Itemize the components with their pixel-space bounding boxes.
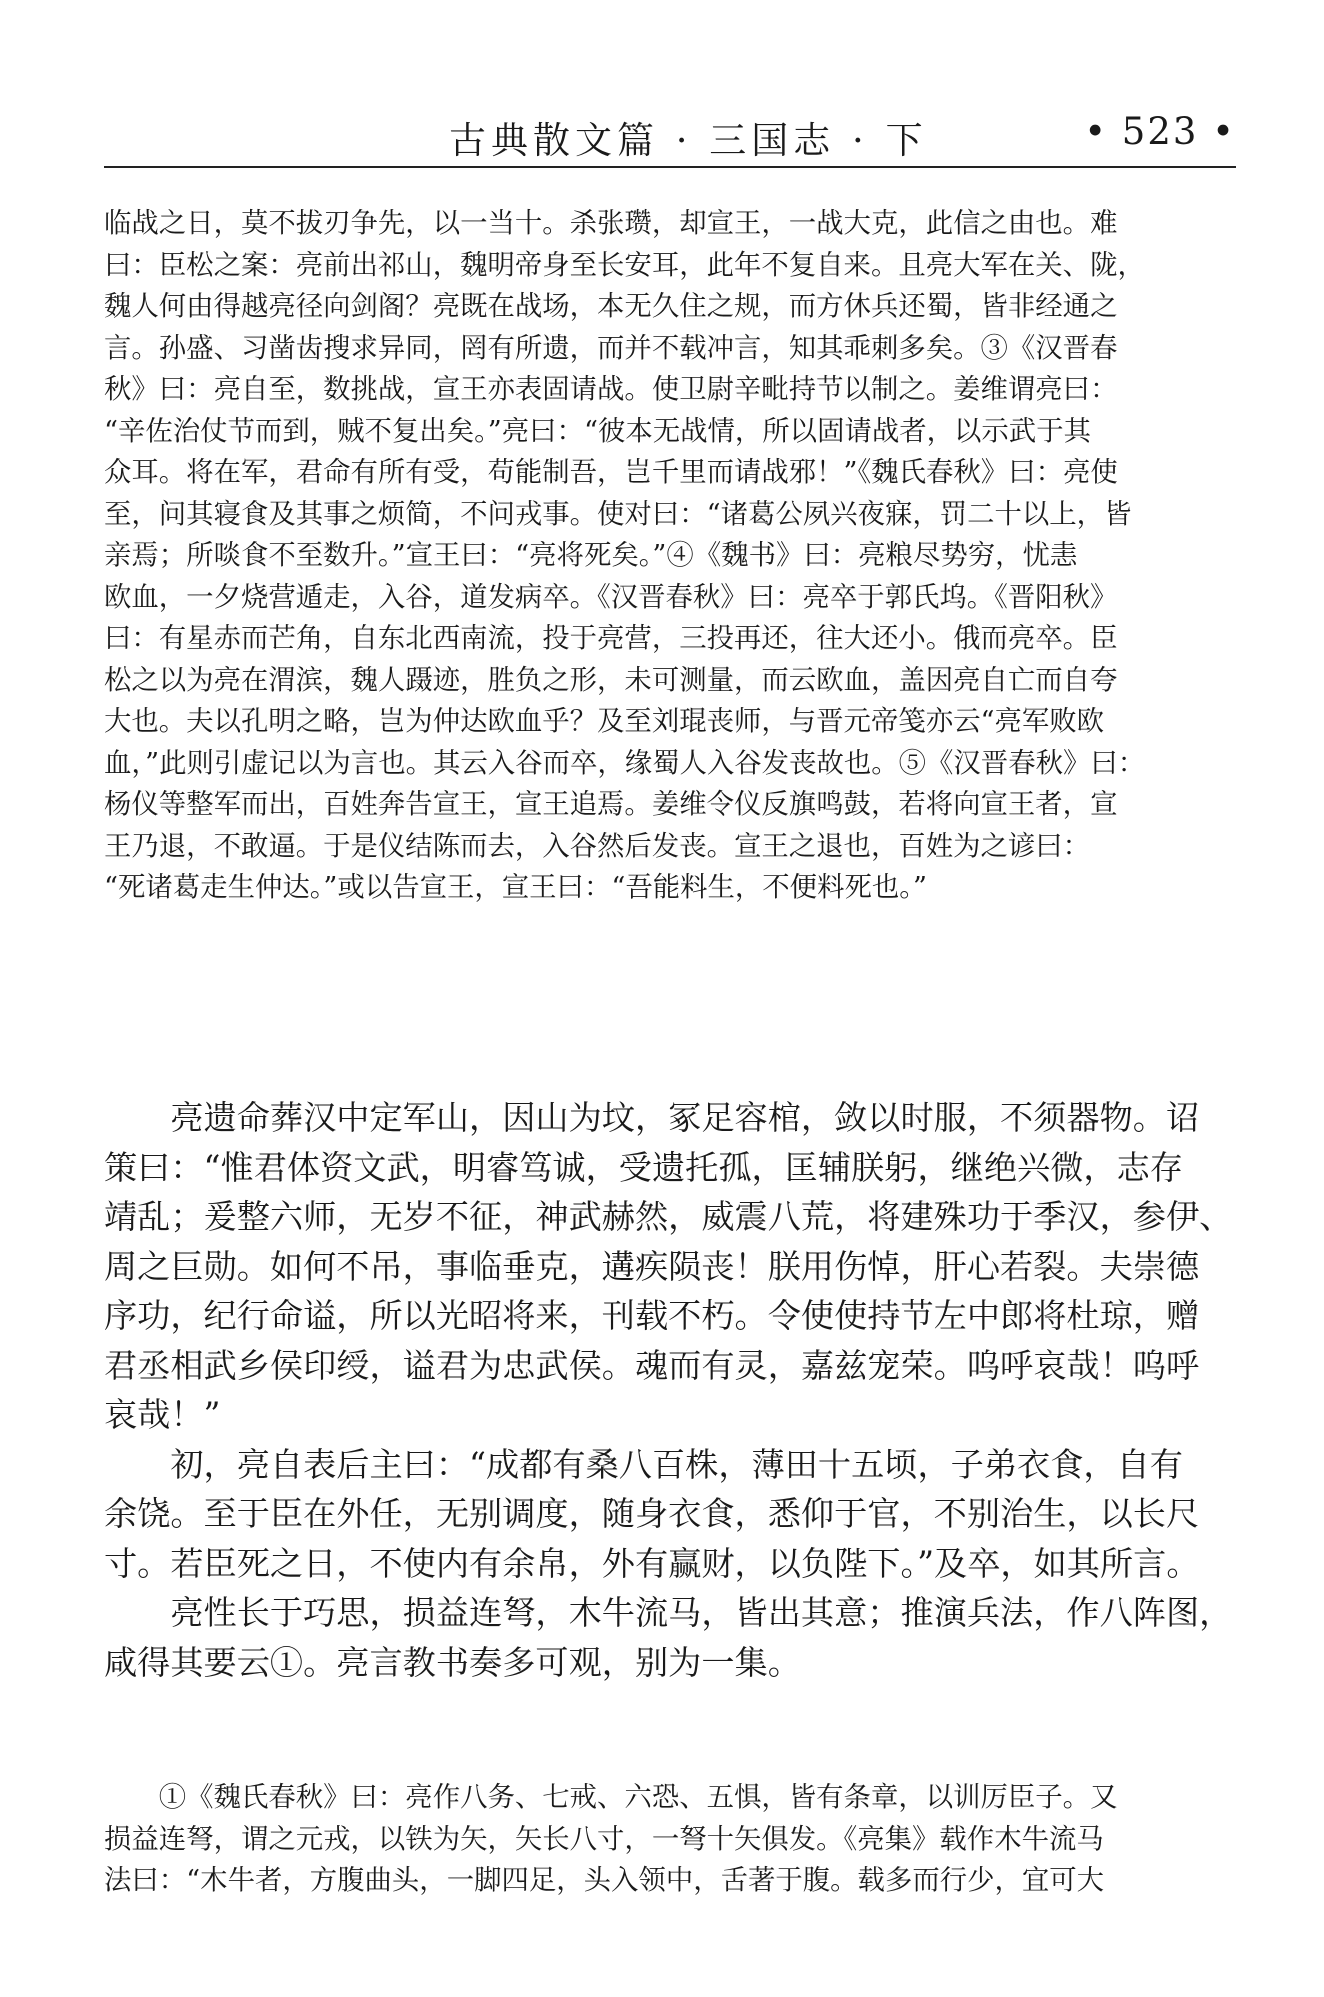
note-line: 血，”此则引虚记以为言也。其云入谷而卒，缘蜀人入谷发丧故也。⑤《汉晋春秋》曰：: [104, 747, 1146, 779]
note-line: 曰：有星赤而芒角，自东北西南流，投于亮营，三投再还，往大还小。俄而亮卒。臣: [104, 623, 1118, 654]
page-header: [104, 96, 1236, 174]
note-line: 至，问其寝食及其事之烦简，不问戎事。使对曰：“诸葛公夙兴夜寐，罚二十以上，皆: [104, 498, 1132, 530]
footnote-line: 法曰：“木牛者，方腹曲头，一脚四足，头入领中，舌著于腹。载多而行少，宜可大: [104, 1865, 1105, 1896]
note-line: 松之以为亮在渭滨，魏人蹑迹，胜负之形，未可测量，而云欧血，盖因亮自亡而自夸: [104, 664, 1118, 696]
main-line: 寸。若臣死之日，不使内有余帛，外有赢财，以负陛下。”及卒，如其所言。: [104, 1543, 1200, 1583]
main-line: 靖乱；爰整六师，无岁不征，神武赫然，威震八荒，将建殊功于季汉，参伊、: [104, 1197, 1233, 1236]
footnote-line: 损益连弩，谓之元戎，以铁为矢，矢长八寸，一弩十矢俱发。《亮集》载作木牛流马: [104, 1823, 1104, 1855]
main-line: 策曰：“惟君体资文武，明睿笃诚，受遗托孤，匡辅朕躬，继绝兴微，志存: [104, 1147, 1183, 1187]
note-line: 言。孙盛、习凿齿搜求异同，罔有所遗，而并不载冲言，知其乖刺多矣。③《汉晋春: [104, 332, 1118, 364]
commentary-notes: [104, 203, 1236, 909]
note-line: 秋》曰：亮自至，数挑战，宣王亦表固请战。使卫尉辛毗持节以制之。姜维谓亮曰：: [104, 374, 1118, 405]
footnote-line: ①《魏氏春秋》曰：亮作八务、七戒、六恐、五惧，皆有条章，以训厉臣子。又: [104, 1782, 1118, 1813]
main-line: 余饶。至于臣在外任，无别调度，随身衣食，悉仰于官，不别治生，以长尺: [104, 1494, 1200, 1533]
header-rule: [104, 166, 1236, 168]
footnote: [104, 1777, 1236, 1902]
note-line: 王乃退，不敢逼。于是仪结陈而去，入谷然后发丧。宣王之退也，百姓为之谚曰：: [104, 830, 1091, 862]
main-line: 亮遗命葬汉中定军山，因山为坟，冢足容棺，敛以时服，不须器物。诏: [104, 1098, 1200, 1137]
note-line: 魏人何由得越亮径向剑阁？亮既在战场，本无久住之规，而方休兵还蜀，皆非经通之: [104, 291, 1118, 322]
note-line: 曰：臣松之案：亮前出祁山，魏明帝身至长安耳，此年不复自来。且亮大军在关、陇，: [104, 249, 1145, 281]
note-line: 欧血，一夕烧营遁走，入谷，道发病卒。《汉晋春秋》曰：亮卒于郭氏坞。《晋阳秋》: [104, 581, 1118, 613]
main-line: 哀哉！”: [104, 1395, 221, 1434]
main-line: 初，亮自表后主曰：“成都有桑八百株，薄田十五顷，子弟衣食，自有: [104, 1444, 1183, 1484]
main-line: 周之巨勋。如何不吊，事临垂克，遘疾陨丧！朕用伤悼，肝心若裂。夫崇德: [104, 1246, 1200, 1286]
main-line: 君丞相武乡侯印绶，谥君为忠武侯。魂而有灵，嘉兹宠荣。呜呼哀哉！呜呼: [104, 1345, 1200, 1385]
main-line: 亮性长于巧思，损益连弩，木牛流马，皆出其意；推演兵法，作八阵图，: [104, 1593, 1233, 1632]
page-number: • 523 •: [1084, 110, 1236, 153]
main-line: 序功，纪行命谥，所以光昭将来，刊载不朽。令使使持节左中郎将杜琼，赠: [104, 1296, 1200, 1335]
note-line: 大也。夫以孔明之略，岂为仲达欧血乎？及至刘琨丧师，与晋元帝笺亦云“亮军败欧: [104, 706, 1105, 737]
note-line: 杨仪等整军而出，百姓奔告宣王，宣王追焉。姜维令仪反旗鸣鼓，若将向宣王者，宣: [104, 789, 1118, 820]
note-line: “辛佐治仗节而到，贼不复出矣。”亮曰：“彼本无战情，所以固请战者，以示武于其: [104, 415, 1091, 447]
note-line: “死诸葛走生仲达。”或以告宣王，宣王曰：“吾能料生，不便料死也。”: [104, 872, 927, 903]
note-line: 临战之日，莫不拔刃争先，以一当十。杀张瓒，却宣王，一战大克，此信之由也。难: [104, 208, 1118, 239]
main-line: 咸得其要云①。亮言教书奏多可观，别为一集。: [104, 1642, 801, 1682]
main-text: [104, 1093, 1236, 1687]
note-line: 众耳。将在军，君命有所有受，苟能制吾，岂千里而请战邪！”《魏氏春秋》曰：亮使: [104, 457, 1118, 488]
running-title: 古典散文篇 · 三国志 · 下: [449, 119, 928, 162]
note-line: 亲焉；所啖食不至数升。”宣王曰：“亮将死矣。”④《魏书》曰：亮粮尽势穷，忧恚: [104, 540, 1078, 571]
